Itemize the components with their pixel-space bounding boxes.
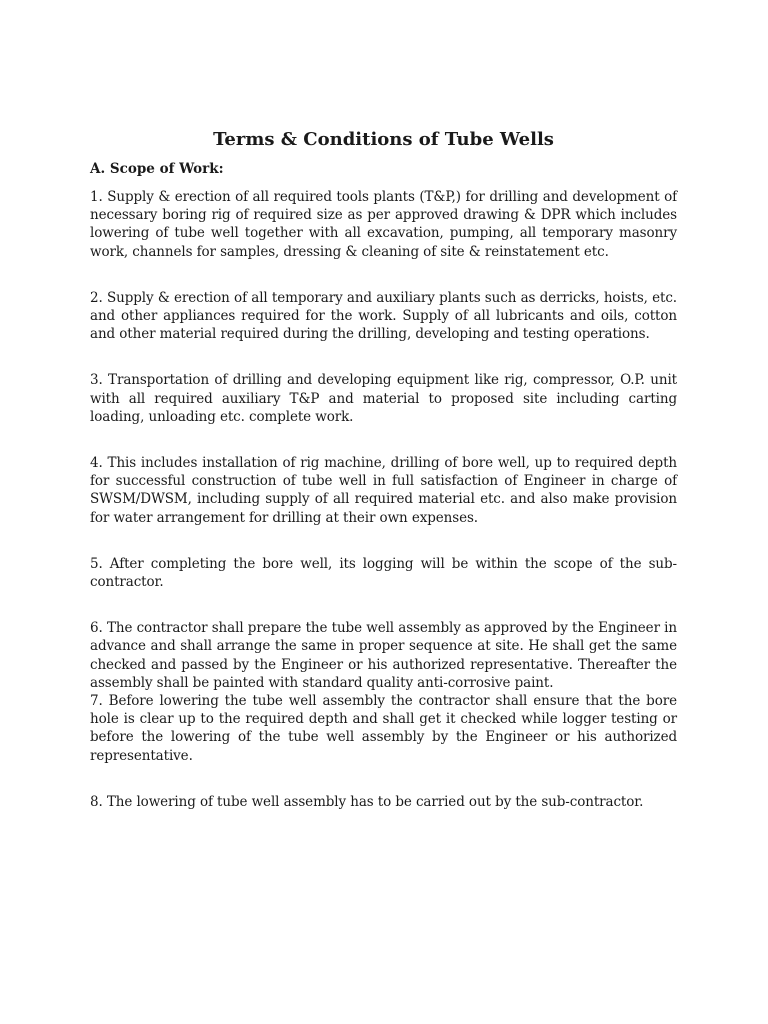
paragraph-8: 8. The lowering of tube well assembly has to be carried out by the sub-contractor. (90, 793, 644, 810)
paragraph-5: 5. After completing the bore well, its logging will be within the scope of the sub-contractor. (90, 555, 677, 591)
paragraph-3: 3. Transportation of drilling and developing equipment like rig, compressor, O.P. unit with all required auxiliary T&P and material to proposed site including carting loading, unloading etc. complete work. (90, 372, 677, 425)
document-page (90, 128, 677, 811)
paragraph-1: 1. Supply & erection of all required tools plants (T&P,) for drilling and development of necessary boring rig of required size as per approved drawing & DPR which includes lowering of tube well together with all excavation, pumping, all temporary masonry work, channels for samples, dressing & cleaning of site & reinstatement etc. (90, 189, 677, 260)
paragraph-4: 4. This includes installation of rig machine, drilling of bore well, up to required depth for successful construction of tube well in full satisfaction of Engineer in charge of SWSM/DWSM, including supply of all required material etc. and also make provision for water arrangement for drilling at their own expenses. (90, 455, 677, 526)
section-heading: A. Scope of Work: (90, 161, 224, 177)
paragraph-7: 7. Before lowering the tube well assembly the contractor shall ensure that the bore hole is clear up to the required depth and shall get it checked while logger testing or before the lowering of the tube well assembly by the Engineer or his authorized representative. (90, 693, 677, 764)
document-title: Terms & Conditions of Tube Wells (213, 129, 554, 150)
paragraph-2: 2. Supply & erection of all temporary and auxiliary plants such as derricks, hoists, etc. and other appliances required for the work. Supply of all lubricants and oils, cotton and other material required during the drilling, developing and testing operations. (90, 289, 677, 343)
paragraph-6: 6. The contractor shall prepare the tube well assembly as approved by the Engineer in advance and shall arrange the same in proper sequence at site. He shall get the same checked and passed by the Engineer or his authorized representative. Thereafter the assembly shall be painted with standard quality anti-corrosive paint. (90, 620, 677, 691)
